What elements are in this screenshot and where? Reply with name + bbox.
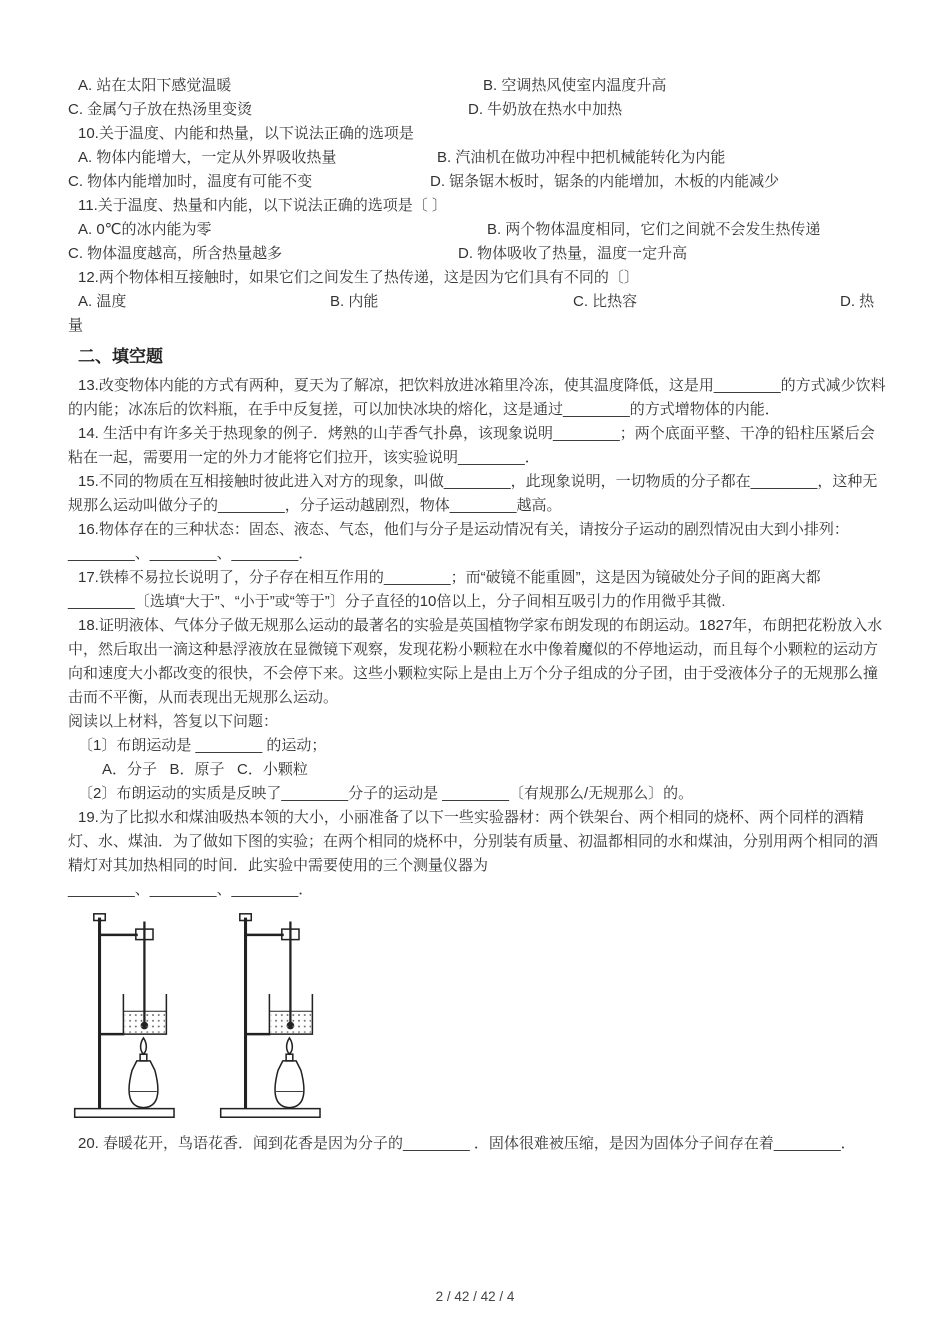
q12-option-d-wrap: 量 bbox=[68, 317, 84, 334]
q9-option-b: B. 空调热风使室内温度升高 bbox=[483, 77, 667, 94]
page-number: 2 / 42 / 42 / 4 bbox=[435, 1289, 515, 1304]
q18-text: 18.证明液体、气体分子做无规那么运动的最著名的实验是英国植物学家布朗发现的布朗运动。1827年，布朗把花粉放入水中，然后取出一滴这种悬浮液放在显微镜下观察，发现花粉小颗粒在水中像着魔似的不停地运动，而且每个小颗粒的运动方向和速度大小都改变的很快，不会停下来。这些小颗粒实际上是由上万个分子组成的分子团，由于受液体分子的无规那么撞击而不平衡，从而表现出无规那么运动。 bbox=[68, 617, 883, 706]
q11-options-ab bbox=[68, 218, 886, 242]
q17-text: 17.铁棒不易拉长说明了，分子存在相互作用的________；而“破镜不能重圆”，这是因为镜破处分子间的距离大都________〔选填“大于”、“小于”或“等于”〕分子直径的10倍以上，分子间相互吸引力的作用微乎其微. bbox=[68, 569, 821, 610]
q9-option-c: C. 金属勺子放在热汤里变烫 bbox=[68, 101, 253, 118]
q12-option-a: A. 温度 bbox=[78, 293, 127, 310]
q11-option-c: C. 物体温度越高，所含热量越多 bbox=[68, 245, 283, 262]
q11-option-a: A. 0℃的冰内能为零 bbox=[78, 221, 212, 238]
q10-option-d: D. 锯条锯木板时，锯条的内能增加，木板的内能减少 bbox=[430, 173, 780, 190]
q19-blanks: ________、________、________． bbox=[68, 881, 314, 898]
document-content bbox=[68, 74, 886, 1156]
q18-read-prompt: 阅读以上材料，答复以下问题： bbox=[68, 713, 279, 730]
section-heading-fill-in: 二、填空题 bbox=[78, 347, 163, 366]
q16-text: 16.物体存在的三种状态：固态、液态、气态，他们与分子是运动情况有关，请按分子运动的剧烈情况由大到小排列：________、________、________． bbox=[68, 521, 849, 562]
q11-option-b: B. 两个物体温度相同，它们之间就不会发生热传递 bbox=[487, 221, 821, 238]
q10-options-ab bbox=[68, 146, 886, 170]
q14-text: 14. 生活中有许多关于热现象的例子．烤熟的山芋香气扑鼻，该现象说明________；两个底面平整、干净的铅柱压紧后会粘在一起，需要用一定的外力才能将它们拉开，该实验说明________． bbox=[68, 425, 875, 466]
q9-option-d: D. 牛奶放在热水中加热 bbox=[468, 101, 623, 118]
q10-options-cd bbox=[68, 170, 886, 194]
iron-stand-apparatus-right-icon bbox=[214, 910, 342, 1122]
q10-option-a: A. 物体内能增大，一定从外界吸收热量 bbox=[78, 149, 337, 166]
q11-option-d: D. 物体吸收了热量，温度一定升高 bbox=[458, 245, 688, 262]
q9-options-ab bbox=[68, 74, 886, 98]
q10-option-b: B. 汽油机在做功冲程中把机械能转化为内能 bbox=[437, 149, 726, 166]
q11-stem: 11.关于温度、热量和内能，以下说法正确的选项是〔 〕 bbox=[78, 197, 447, 214]
iron-stand-apparatus-left-icon bbox=[68, 910, 196, 1122]
q20-text: 20. 春暖花开，鸟语花香．闻到花香是因为分子的________ ．固体很难被压缩，是因为固体分子间存在着________． bbox=[78, 1135, 856, 1152]
q19-text: 19.为了比拟水和煤油吸热本领的大小，小丽准备了以下一些实验器材：两个铁架台、两个相同的烧杯、两个同样的酒精灯、水、煤油．为了做如下图的实验；在两个相同的烧杯中，分别装有质量、初温都相同的水和煤油，分别用两个相同的酒精灯对其加热相同的时间．此实验中需要使用的三个测量仪器为 bbox=[68, 809, 879, 874]
q10-stem: 10.关于温度、内能和热量，以下说法正确的选项是 bbox=[78, 125, 414, 142]
q18-sub1: 〔1〕布朗运动是 ________ 的运动； bbox=[78, 737, 327, 754]
q18-sub1-choices: A．分子 B．原子 C．小颗粒 bbox=[102, 761, 308, 778]
q11-options-cd bbox=[68, 242, 886, 266]
q12-option-c: C. 比热容 bbox=[573, 293, 638, 310]
q15-text: 15.不同的物质在互相接触时彼此进入对方的现象，叫做________，此现象说明，一切物质的分子都在________，这种无规那么运动叫做分子的________，分子运动越剧烈，物体________越高。 bbox=[68, 473, 878, 514]
q18-sub2: 〔2〕布朗运动的实质是反映了________分子的运动是 ________〔有规那么/无规那么〕的。 bbox=[78, 785, 694, 802]
q12-option-b: B. 内能 bbox=[330, 293, 379, 310]
q12-options bbox=[68, 290, 886, 314]
q12-stem: 12.两个物体相互接触时，如果它们之间发生了热传递，这是因为它们具有不同的〔〕 bbox=[78, 269, 639, 286]
q13-text: 13.改变物体内能的方式有两种，夏天为了解凉，把饮料放进冰箱里冷冻，使其温度降低，这是用________的方式减少饮料的内能；冰冻后的饮料瓶，在手中反复搓，可以加快冰块的熔化，这是通过________的方式增物体的内能． bbox=[68, 377, 886, 418]
q9-options-cd bbox=[68, 98, 886, 122]
q10-option-c: C. 物体内能增加时，温度有可能不变 bbox=[68, 173, 313, 190]
q12-option-d: D. 热 bbox=[840, 293, 875, 310]
q9-option-a: A. 站在太阳下感觉温暖 bbox=[78, 77, 232, 94]
experiment-figure bbox=[68, 910, 886, 1122]
